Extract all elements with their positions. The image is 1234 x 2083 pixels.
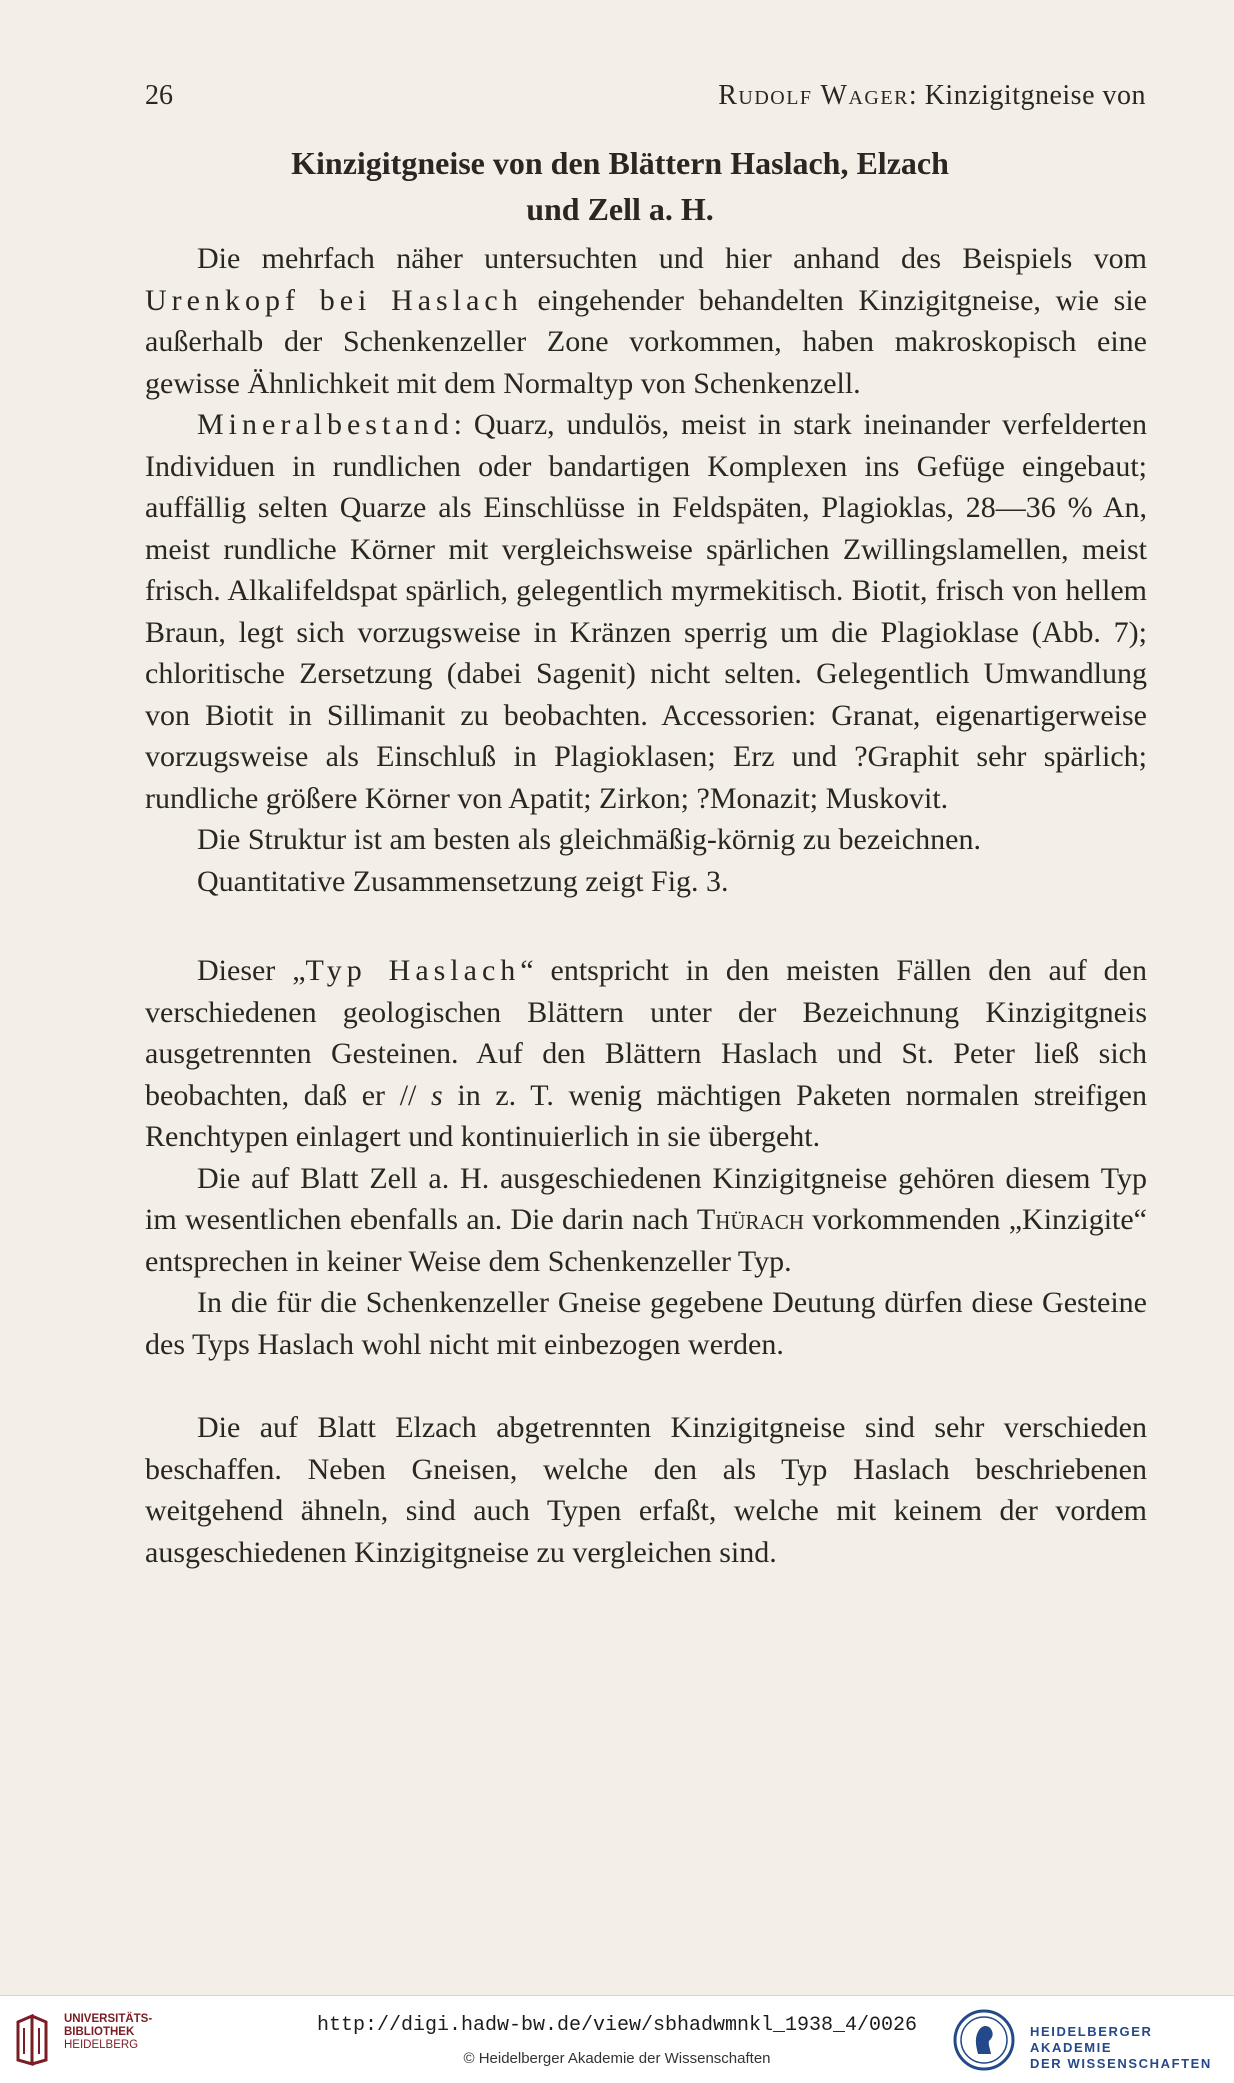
library-line-3: HEIDELBERG xyxy=(64,2039,139,2051)
paragraph-3: Die Struktur ist am besten als gleichmäßig-körnig zu bezeichnen. xyxy=(197,823,981,856)
title-line-1: Kinzigitgneise von den Blättern Haslach, Elzach xyxy=(291,145,949,181)
academy-line-1: HEIDELBERGER AKADEMIE xyxy=(1030,2024,1153,2055)
article-title xyxy=(180,140,1060,232)
p5-spaced-type: Typ Haslach xyxy=(305,954,521,987)
paragraph-8: Die auf Blatt Elzach abgetrennten Kinzigitgneise sind sehr verschieden beschaffen. Neben Gneisen, welche den als Typ Haslach beschriebenen weitgehend ähneln, sind auch Typen erfaßt, welche mit keinem der vordem ausgeschiedenen Kinzigitgneise zu vergleichen sind. xyxy=(145,1411,1147,1569)
p6-author-name: Thürach xyxy=(696,1203,804,1236)
paragraph-6 xyxy=(145,1158,1147,1283)
copyright-notice: © Heidelberger Akademie der Wissenschaften xyxy=(463,2050,771,2067)
p1-text-c: eingehender behandelten Kinzigitgneise, wie sie außerhalb der Schenkenzeller Zone vorkommen, haben makroskopisch eine gewisse Ähnlichkeit mit dem Normaltyp von Schenkenzell. xyxy=(145,283,1147,400)
p2-text-b: An, meist rundliche Körner mit vergleichsweise spärlichen Zwillingslamellen, meist frisch. Alkalifeldspat spärlich, gelegentlich myrmekitisch. Biotit, frisch von hellem Braun, legt sich vorzugsweise in Kränzen sperrig um die Plagioklase (Abb. 7); chloritische Zersetzung (dabei Sagenit) nicht selten. Gelegentlich Umwandlung von Biotit in Sillimanit zu beobachten. Accessorien: Granat, eigenartigerweise vorzugsweise als Einschluß in Plagioklasen; Erz und ?Graphit sehr spärlich; rundliche größere Körner von Apatit; Zirkon; ?Monazit; Muskovit. xyxy=(145,491,1148,815)
p2-percent-unit: % xyxy=(1067,491,1093,524)
body-text xyxy=(145,238,1147,1573)
library-line-1: UNIVERSITÄTS- xyxy=(64,2013,153,2025)
p5-text-c: “ entspricht in den meisten Fällen den auf den verschiedenen geologischen Blättern unter der Bezeichnung Kinzigitgneis ausgetrennten Gesteinen. Auf den Blättern Haslach und St. Peter ließ sich beobachten, daß er // xyxy=(145,954,1147,1112)
running-head-author: Rudolf Wager xyxy=(718,80,909,111)
page-number: 26 xyxy=(145,80,173,111)
paragraph-1 xyxy=(145,238,1147,404)
p1-spaced-locality: Urenkopf bei Haslach xyxy=(145,283,523,317)
academy-line-2: DER WISSENSCHAFTEN xyxy=(1030,2056,1212,2071)
p5-symbol-s: s xyxy=(431,1078,443,1112)
paragraph-5 xyxy=(145,950,1147,1158)
p6-text-b: vorkommenden „Kinzigite“ entsprechen in keiner Weise dem Schenkenzeller Typ. xyxy=(145,1203,1147,1278)
academy-seal-icon xyxy=(952,2008,1016,2072)
running-head xyxy=(718,80,1146,112)
permalink-url[interactable]: http://digi.hadw-bw.de/view/sbhadwmnkl_1938_4/0026 xyxy=(316,2014,918,2037)
p1-text-a: Die mehrfach näher untersuchten und hier anhand des Beispiels vom xyxy=(197,242,1147,275)
p2-label: Mineralbestand xyxy=(197,408,454,441)
paragraph-7: In die für die Schenkenzeller Gneise gegebene Deutung dürfen diese Gesteine des Typs Haslach wohl nicht mit einbezogen werden. xyxy=(145,1286,1147,1361)
running-head-title: : Kinzigitgneise von xyxy=(908,80,1146,111)
paragraph-2 xyxy=(145,404,1147,819)
p2-text-a: : Quarz, undulös, meist in stark ineinander verfelderten Individuen in rundlichen oder bandartigen Komplexen ins Gefüge eingebaut; auffällig selten Quarze als Einschlüsse in Feldspäten, Plagioklas, 28—36 xyxy=(145,408,1147,524)
paragraph-4: Quantitative Zusammensetzung zeigt Fig. 3. xyxy=(197,864,729,898)
title-line-2: und Zell a. H. xyxy=(526,191,714,227)
library-line-2: BIBLIOTHEK xyxy=(64,2026,135,2038)
p6-text-a: Die auf Blatt Zell a. H. ausgeschiedenen Kinzigitgneise gehören diesem Typ im wesentlichen ebenfalls an. Die darin nach xyxy=(145,1161,1147,1236)
p5-text-a: Dieser „ xyxy=(197,954,306,987)
footer-bar xyxy=(0,1995,1234,2083)
academy-name xyxy=(1030,2024,1234,2072)
p5-text-d: in z. T. wenig mächtigen Paketen normalen streifigen Renchtypen einlagert und kontinuierlich in sie übergeht. xyxy=(145,1078,1148,1153)
